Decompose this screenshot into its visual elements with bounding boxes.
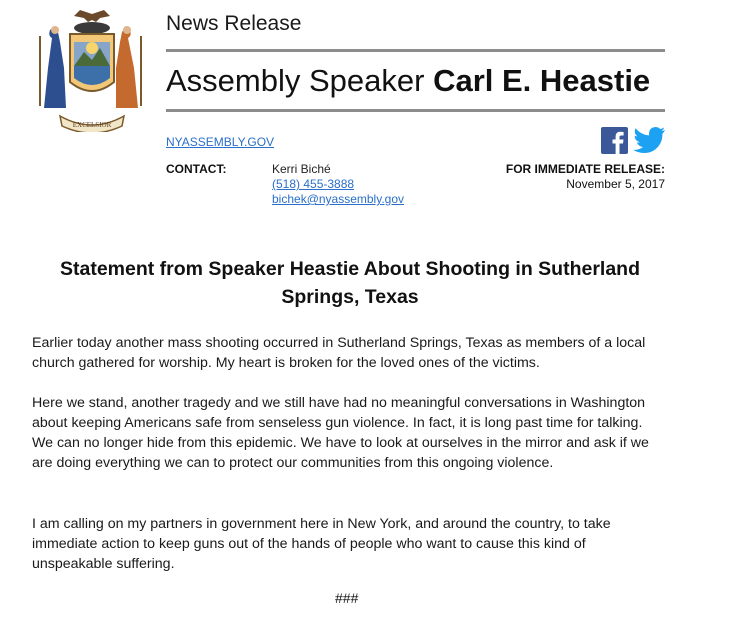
end-mark: ### — [335, 590, 359, 606]
speaker-name: Carl E. Heastie — [433, 63, 651, 98]
header-divider — [166, 49, 665, 52]
twitter-icon[interactable] — [632, 126, 666, 155]
body-paragraph: Here we stand, another tragedy and we still have had no meaningful conversations in Washington about keeping Americans safe from senseless gun violence. In fact, it is long past time for talking. We can no longer hide from this epidemic. We have to look at ourselves in the mirror and ask if we are doing everything we can to protect our communities from this ongoing violence. — [32, 395, 649, 471]
facebook-icon[interactable] — [601, 127, 628, 154]
contact-label: CONTACT: — [166, 162, 227, 176]
news-release-label: News Release — [166, 12, 302, 35]
header-divider — [166, 109, 665, 112]
svg-text:EXCELSIOR: EXCELSIOR — [72, 121, 112, 129]
release-date: November 5, 2017 — [566, 177, 665, 191]
body-paragraph: Earlier today another mass shooting occurred in Sutherland Springs, Texas as members of a local church gathered for worship. My heart is broken for the loved ones of the victims. — [32, 335, 646, 371]
speaker-title — [166, 63, 650, 99]
contact-phone-link[interactable]: (518) 455-3888 — [272, 177, 355, 191]
ny-state-seal-logo — [30, 8, 154, 132]
contact-info — [272, 162, 404, 207]
speaker-prefix: Assembly Speaker — [166, 63, 434, 98]
contact-name: Kerri Biché — [272, 162, 331, 176]
release-info — [506, 162, 665, 192]
immediate-release-label: FOR IMMEDIATE RELEASE: — [505, 162, 665, 176]
nyassembly-link[interactable]: NYASSEMBLY.GOV — [166, 135, 275, 149]
contact-email-link[interactable]: bichek@nyassembly.gov — [272, 192, 405, 206]
body-paragraph: I am calling on my partners in government here in New York, and around the country, to take immediate action to keep guns out of the hands of people who want to cause this kind of unspeakable suffering. — [32, 516, 611, 572]
statement-headline: Statement from Speaker Heastie About Shooting in Sutherland Springs, Texas — [59, 258, 641, 308]
